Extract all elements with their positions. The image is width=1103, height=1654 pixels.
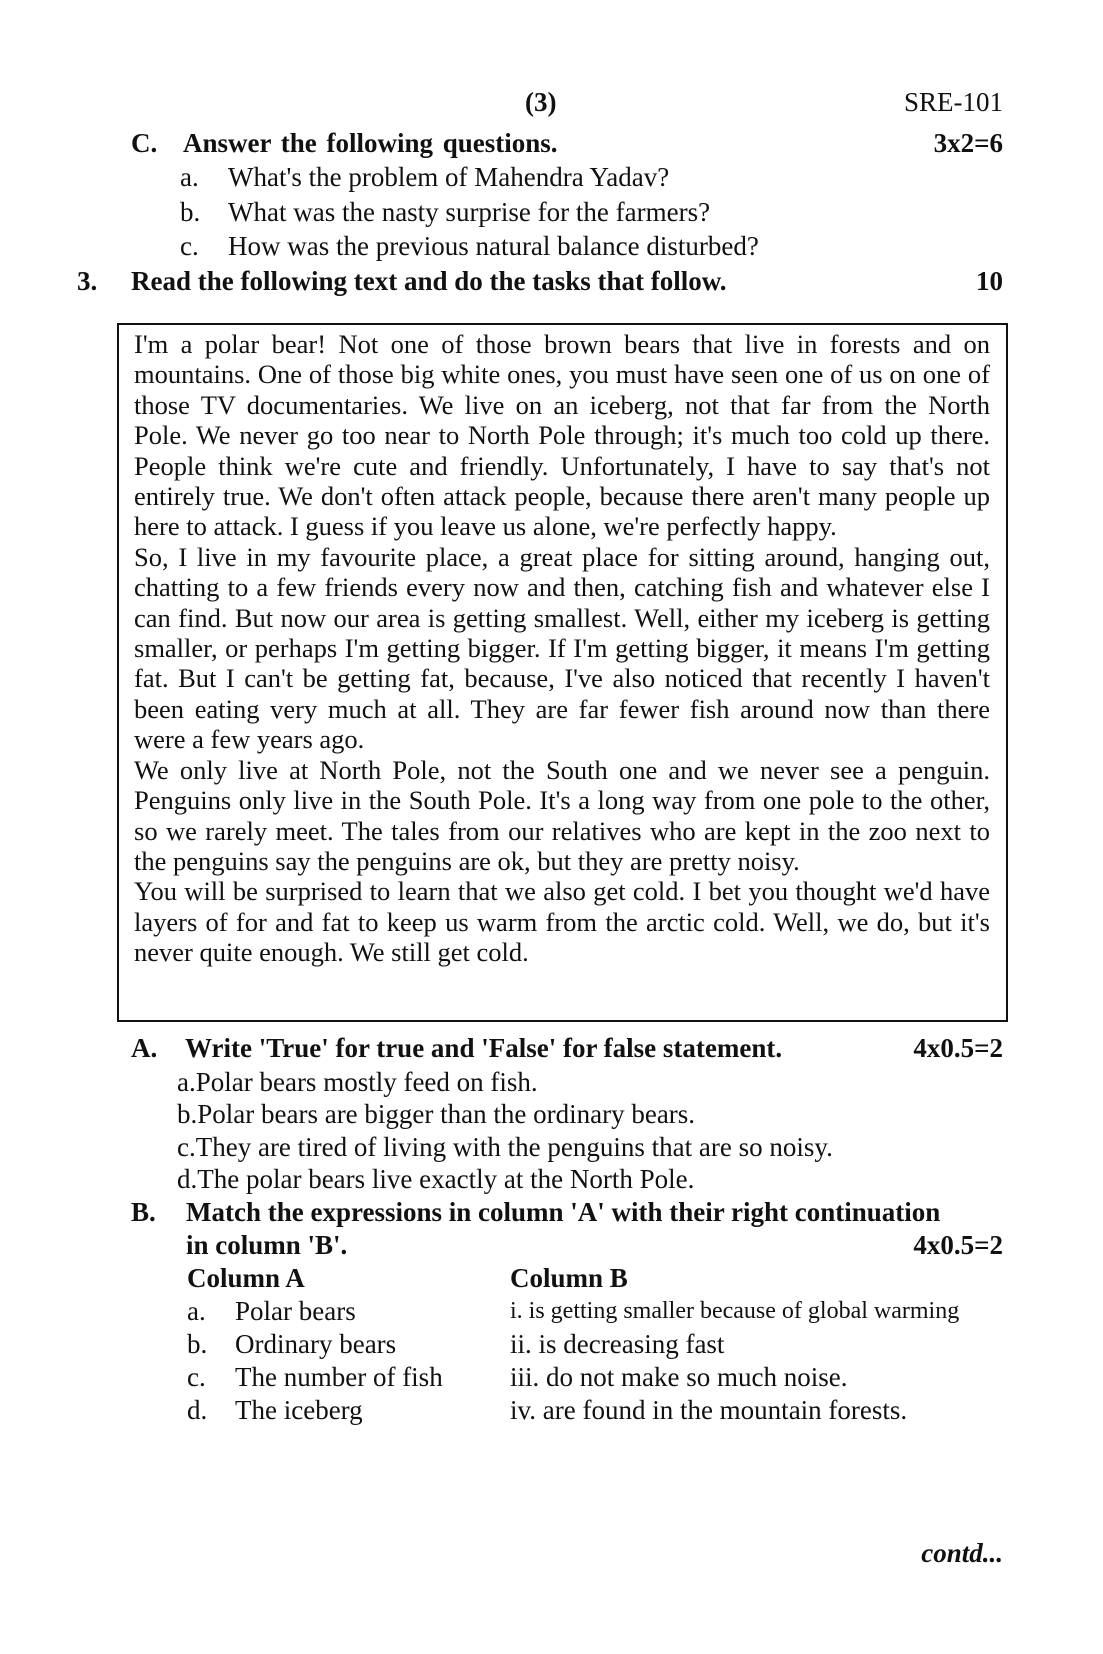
item-letter: a. (180, 162, 199, 192)
item-letter: b. (177, 1099, 198, 1129)
reading-passage (117, 323, 1008, 1022)
section-a-letter: A. (131, 1033, 158, 1063)
item-letter: d. (187, 1395, 208, 1425)
column-b-cell: iv. are found in the mountain forests. (510, 1395, 908, 1425)
item-text: Polar bears are bigger than the ordinary bears. (197, 1099, 696, 1129)
item-text: The polar bears live exactly at the North Pole. (197, 1164, 695, 1194)
section-b-title-line2: in column 'B'. (186, 1230, 348, 1260)
column-b-cell: i. is getting smaller because of global warming (510, 1298, 960, 1324)
item-letter: d. (177, 1164, 198, 1194)
item-letter: b. (180, 197, 201, 227)
section-b-letter: B. (131, 1197, 156, 1227)
question-number: 3. (77, 266, 98, 296)
section-c-marks: 3x2=6 (933, 128, 1003, 158)
column-a-header: Column A (187, 1263, 305, 1293)
match-row (187, 1361, 1017, 1394)
item-letter: c. (187, 1362, 206, 1392)
item-text: How was the previous natural balance disturbed? (228, 231, 759, 261)
item-text: Polar bears mostly feed on fish. (195, 1067, 538, 1097)
section-b-marks: 4x0.5=2 (913, 1230, 1003, 1260)
column-a-cell (187, 1361, 443, 1393)
section-c-letter: C. (131, 128, 158, 158)
item-text: Polar bears (235, 1296, 356, 1326)
section-c-item (180, 196, 710, 228)
section-a-item (177, 1131, 833, 1163)
item-letter: a. (187, 1296, 206, 1326)
section-a-item (177, 1163, 694, 1195)
match-row (187, 1328, 1017, 1361)
question-marks: 10 (976, 266, 1003, 296)
item-letter: a. (177, 1067, 196, 1097)
column-a-cell (187, 1394, 363, 1426)
section-a-marks: 4x0.5=2 (913, 1033, 1003, 1063)
passage-paragraph: I'm a polar bear! Not one of those brown bears that live in forests and on mountains. One of those big white ones, you must have seen one of us on one of those TV documentaries. We live on an iceberg, not that far from the North Pole. We never go too near to North Pole through; it's much too cold up there. People think we're cute and friendly. Unfortunately, I have to say that's not entirely true. We don't often attack people, because there aren't many people up here to attack. I guess if you leave us alone, we're perfectly happy. (134, 329, 990, 542)
passage-paragraph: We only live at North Pole, not the South one and we never see a penguin. Penguins only live in the South Pole. It's a long way from one pole to the other, so we rarely meet. The tales from our relatives who are kept in the zoo next to the penguins say the penguins are ok, but they are pretty noisy. (134, 754, 990, 876)
passage-paragraph: You will be surprised to learn that we also get cold. I bet you thought we'd have layers of for and fat to keep us warm from the arctic cold. Well, we do, but it's never quite enough. We still get cold. (134, 876, 990, 968)
section-c-item (180, 161, 669, 193)
item-letter: c. (180, 231, 199, 261)
column-a-cell (187, 1328, 396, 1360)
item-text: What was the nasty surprise for the farmers? (228, 197, 711, 227)
item-text: The iceberg (235, 1395, 363, 1425)
section-a-item (177, 1066, 538, 1098)
column-b-cell: iii. do not make so much noise. (510, 1362, 848, 1392)
match-row (187, 1394, 1017, 1427)
item-text: They are tired of living with the penguins that are so noisy. (195, 1132, 833, 1162)
item-text: The number of fish (235, 1362, 443, 1392)
paper-code: SRE-101 (903, 87, 1003, 117)
column-a-cell (187, 1295, 356, 1327)
item-text: What's the problem of Mahendra Yadav? (228, 162, 670, 192)
column-b-header: Column B (510, 1263, 628, 1293)
continued-note: contd... (921, 1538, 1003, 1568)
item-letter: b. (187, 1329, 208, 1359)
item-text: Ordinary bears (235, 1329, 397, 1359)
item-letter: c. (177, 1132, 196, 1162)
section-c-title: Answer the following questions. (183, 128, 558, 158)
column-b-cell: ii. is decreasing fast (510, 1329, 725, 1359)
passage-paragraph: So, I live in my favourite place, a great place for sitting around, hanging out, chatting to a few friends every now and then, catching fish and whatever else I can find. But now our area is getting smallest. Well, either my iceberg is getting smaller, or perhaps I'm getting bigger. If I'm getting bigger, it means I'm getting fat. But I can't be getting fat, because, I've also noticed that recently I haven't been eating very much at all. They are far fewer fish around now than there were a few years ago. (134, 541, 990, 755)
section-a-title: Write 'True' for true and 'False' for false statement. (185, 1033, 783, 1063)
section-c-item (180, 230, 759, 262)
question-title: Read the following text and do the tasks that follow. (131, 266, 727, 296)
match-row (187, 1295, 1017, 1328)
section-b-title-line1: Match the expressions in column 'A' with their right continuation (186, 1197, 941, 1227)
section-a-item (177, 1098, 695, 1130)
page-number: (3) (525, 87, 557, 117)
